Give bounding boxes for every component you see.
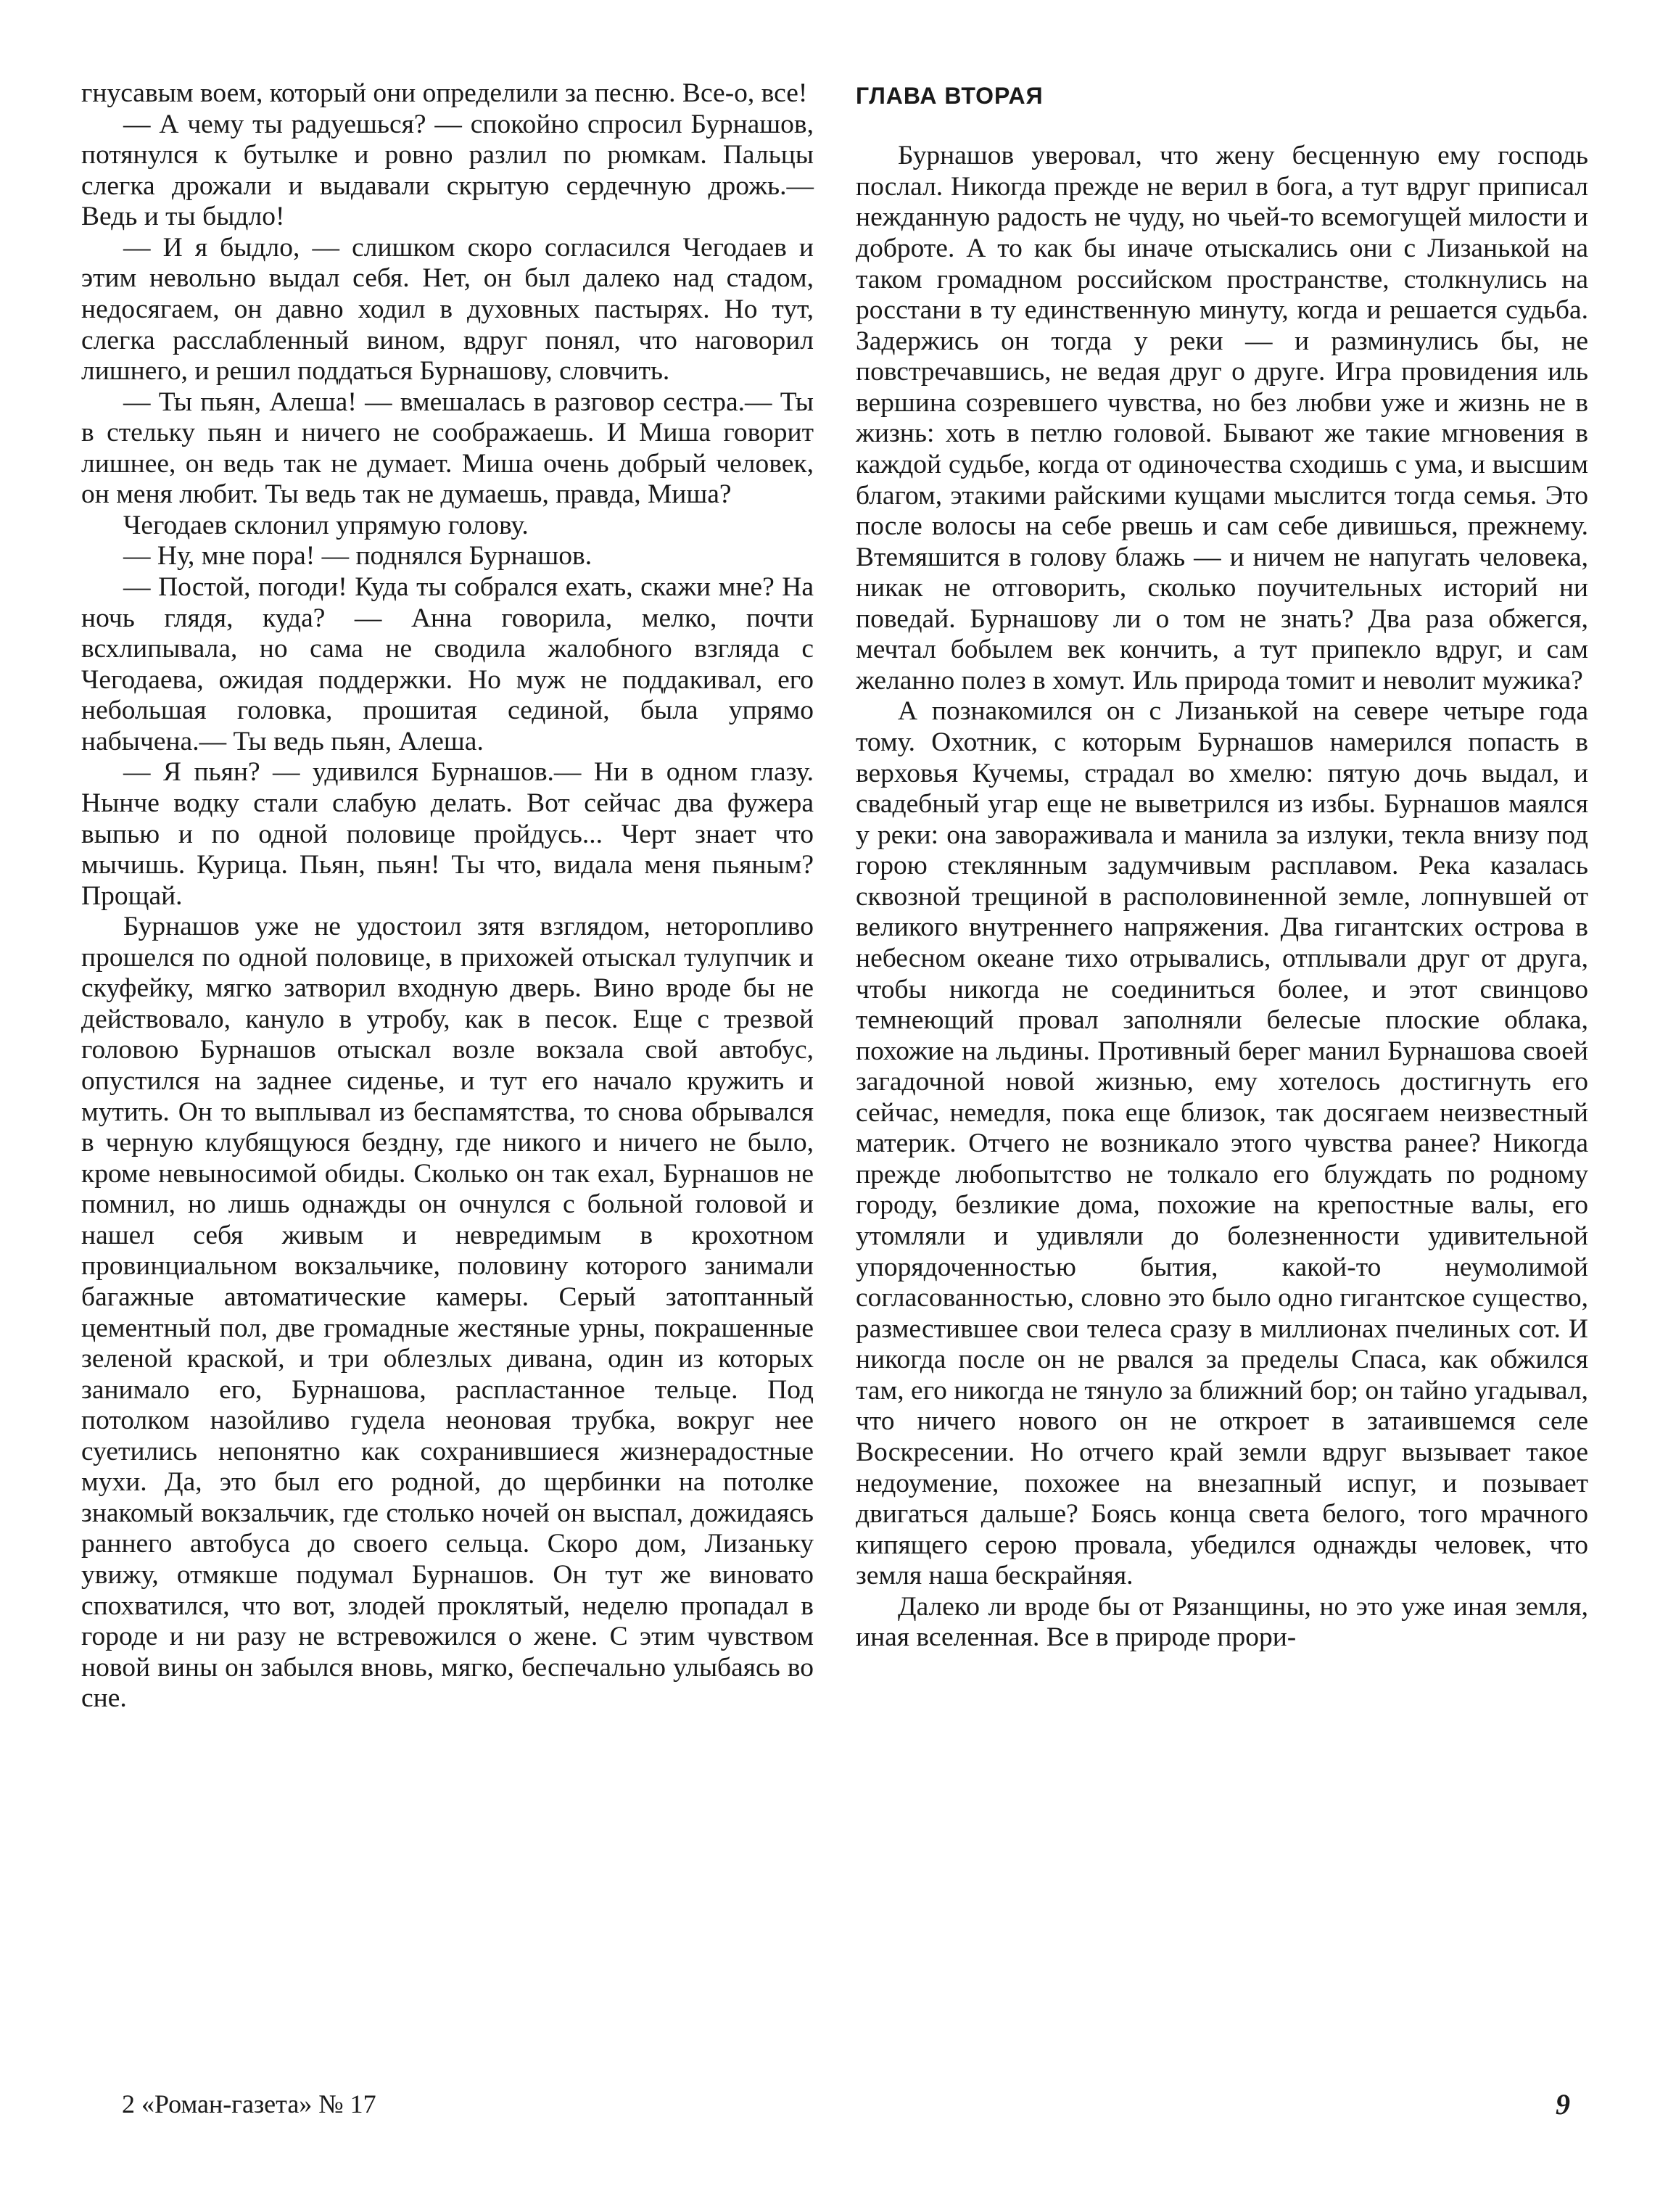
paragraph: Далеко ли вроде бы от Рязанщины, но это уже иная земля, иная вселенная. Все в природе прори-: [856, 1591, 1588, 1653]
paragraph: — Постой, погоди! Куда ты собрался ехать, скажи мне? На ночь глядя, куда? — Анна говорила, мелко, почти всхлипывала, но сама не сводила жалобного взгляда с Чегодаева, ожидая поддержки. Но муж не поддакивал, его небольшая головка, прошитая сединой, была упрямо набычена.— Ты ведь пьян, Алеша.: [81, 572, 814, 756]
left-text-column: [81, 78, 814, 1714]
paragraph: Чегодаев склонил упрямую голову.: [123, 510, 529, 540]
right-text-column: [856, 78, 1588, 1654]
paragraph: Бурнашов уже не удостоил зятя взглядом, неторопливо прошелся по одной половице, в прихожей отыскал тулупчик и скуфейку, мягко затворил входную дверь. Вино вроде бы не действовало, кануло в утробу, как в песок. Еще с трезвой головою Бурнашов отыскал возле вокзала свой автобус, опустился на заднее сиденье, и тут его начало кружить и мутить. Он то выплывал из беспамятства, то снова обрывался в черную клубящуюся бездну, где никого и ничего не было, кроме невыносимой обиды. Сколько он так ехал, Бурнашов не помнил, но лишь однажды он очнулся с больной головой и нашел себя живым и невредимым в крохотном провинциальном вокзальчике, половину которого занимали багажные автоматические камеры. Серый затоптанный цементный пол, две громадные жестяные урны, покрашенные зеленой краской, и три облезлых дивана, один из которых занимало его, Бурнашова, распластанное тельце. Под потолком назойливо гудела неоновая трубка, вокруг нее суетились непонятно как сохранившиеся жизнерадостные мухи. Да, это был его родной, до щербинки на потолке знакомый вокзальчик, где столько ночей он выспал, дожидаясь раннего автобуса до своего сельца. Скоро дом, Лизаньку увижу, отмякше подумал Бурнашов. Он тут же виновато спохватился, что вот, злодей проклятый, неделю пропадал в городе и ни разу не встревожился о жене. С этим чувством новой вины он забылся вновь, мягко, беспечально улыбаясь во сне.: [81, 912, 814, 1714]
paragraph: Бурнашов уверовал, что жену бесценную ему господь послал. Никогда прежде не верил в бога, а тут вдруг приписал нежданную радость не чуду, но чьей-то всемогущей милости и доброте. А то как бы иначе отыскались они с Лизанькой на таком громадном российском пространстве, столкнулись на росстани в ту единственную минуту, когда и решается судьба. Задержись он тогда у реки — и разминулись бы, не повстречавшись, не ведая друг о друге. Игра провидения иль вершина созревшего чувства, но без любви уже и жизнь не в жизнь: хоть в петлю головой. Бывают же такие мгновения в каждой судьбе, когда от одиночества сходишь с ума, и высшим благом, этакими райскими кущами мыслится тогда семья. Это после волосы на себе рвешь и сам себе дивишься, прежнему. Втемяшится в голову блажь — и ничем не напугать человека, никак не отговорить, сколько поучительных историй ни поведай. Бурнашову ли о том не знать? Два раза обжегся, мечтал бобылем век кончить, а тут припекло вдруг, и сам желанно полез в хомут. Иль природа томит и неволит мужика?: [856, 141, 1588, 696]
paragraph: — Ты пьян, Алеша! — вмешалась в разговор сестра.— Ты в стельку пьян и ничего не соображаешь. И Миша говорит лишнее, он ведь так не думает. Миша очень добрый человек, он меня любит. Ты ведь так не думаешь, правда, Миша?: [81, 387, 814, 510]
page-number: 9: [1556, 2088, 1570, 2121]
paragraph: А познакомился он с Лизанькой на севере четыре года тому. Охотник, с которым Бурнашов намерился попасть в верховья Кучемы, страдал во хмелю: пятую дочь выдал, и свадебный угар еще не выветрился из избы. Бурнашов маялся у реки: она завораживала и манила за излуки, текла внизу под горою стеклянным задумчивым расплавом. Река казалась сквозной трещиной в располовиненной земле, лопнувшей от великого внутреннего напряжения. Два гигантских острова в небесном океане тихо отрывались, отплывали друг от друга, чтобы никогда не соединиться более, и этот свинцово темнеющий провал заполняли белесые плоские облака, похожие на льдины. Противный берег манил Бурнашова своей загадочной новой жизнью, ему хотелось достигнуть его сейчас, немедля, пока еще близок, так досягаем неизвестный материк. Отчего не возникало этого чувства ранее? Никогда прежде любопытство не толкало его блуждать по родному городу, безликие дома, похожие на крепостные валы, его утомляли и удивляли до болезненности удивительной упорядоченностью бытия, какой-то неумолимой согласованностью, словно это было одно гигантское существо, разместившее свои телеса сразу в миллионах пчелиных сот. И никогда после он не рвался за пределы Спаса, как обжился там, его никогда не тянуло за ближний бор; он тайно угадывал, что ничего нового он не откроет в затаившемся селе Воскресении. Но отчего край земли вдруг вызывает такое недоумение, похожее на внезапный испуг, и позывает двигаться дальше? Боясь конца света белого, того мрачного кипящего серою провала, убедился однажды человек, что земля наша бескрайняя.: [856, 696, 1588, 1591]
chapter-title: ГЛАВА ВТОРАЯ: [856, 83, 1044, 109]
paragraph: — Ну, мне пора! — поднялся Бурнашов.: [123, 541, 593, 571]
footer-publication: 2 «Роман-газета» № 17: [122, 2089, 376, 2118]
paragraph: — А чему ты радуешься? — спокойно спросил Бурнашов, потянулся к бутылке и ровно разлил по рюмкам. Пальцы слегка дрожали и выдавали скрытую сердечную дрожь.— Ведь и ты быдло!: [81, 109, 814, 232]
paragraph: — И я быдло, — слишком скоро согласился Чегодаев и этим невольно выдал себя. Нет, он был далеко над стадом, недосягаем, он давно ходил в духовных пастырях. Но тут, слегка расслабленный вином, вдруг понял, что наговорил лишнего, и решил поддаться Бурнашову, словчить.: [81, 232, 814, 387]
paragraph: гнусавым воем, который они определили за песню. Все-о, все!: [81, 78, 808, 108]
paragraph: — Я пьян? — удивился Бурнашов.— Ни в одном глазу. Нынче водку стали слабую делать. Вот сейчас два фужера выпью и по одной половице пройдусь... Черт знает что мычишь. Курица. Пьян, пьян! Ты что, видала меня пьяным? Прощай.: [81, 757, 814, 911]
